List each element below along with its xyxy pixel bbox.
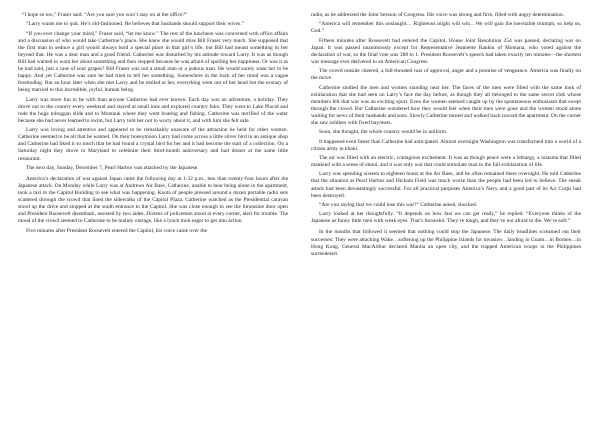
paragraph: Larry looked at her thoughtfully. “It depends on how fast we can get ready,” he replied. “Everyone thinks of the Japanese as funny little men with weak eyes. That’s horseshit. They’re tough, and they’re not afraid to die. We’re soft.” — [311, 211, 581, 225]
paragraph: Soon, she thought, the whole country would be in uniform. — [319, 129, 448, 136]
paragraph: Larry was loving and attentive and appeared to be remarkably unaware of the attraction he held for other women. Catherine seemed to be all that he wanted. On their honeymoon Larry had come across a little silver bird in an antique shop and Catherine had liked it so much that he had found a crystal bird for her and it had become the start of a collection. On a Saturday night they drove to Maryland to celebrate their third-month anniversary and had dinner at the same little restaurant. — [18, 127, 288, 162]
left-text-column — [18, 12, 288, 237]
paragraph: In the months that followed it seemed that nothing could stop the Japanese. The daily headlines screamed out their successes: They were attacking Wake…softening up the Philippine Islands for invasion…landing in Guam…in Borneo…in Hong Kong. General MacArthur declared Manila an open city, and the trapped American troops in the Philippines surrendered. — [311, 229, 581, 257]
paragraph: Fifteen minutes after Roosevelt had entered the Capitol, House Joint Resolution 254 was passed, declaring war on Japan. It was passed unanimously except for Representative Jeannette Rankin of Montana, who voted against the declaration of war, so the final vote was 388 to 1. President Roosevelt’s speech had taken exactly ten minutes—the shortest war message ever delivered to an American Congress. — [311, 37, 581, 65]
paragraph: “Are you saying that we could lose this war?” Catherine asked, shocked. — [319, 201, 478, 208]
paragraph: The crowd outside cheered, a full-throated roar of approval, anger and a promise of vengeance. America was finally on the move. — [311, 68, 581, 82]
paragraph: Five minutes after President Roosevelt entered the Capitol, his voice came over the — [26, 227, 208, 234]
paragraph: It happened even faster than Catherine had anticipated. Almost overnight Washington was transformed into a world of a citizen army in khaki. — [311, 138, 581, 152]
right-text-column — [311, 12, 581, 260]
paragraph: radio, as he addressed the Joint Session of Congress. His voice was strong and firm, filled with angry determination. — [311, 12, 565, 18]
paragraph: Larry was more fun to be with than anyone Catherine had ever known. Each day was an adventure, a holiday. They drove out to the country every weekend and stayed at small inns and explored country fairs. They went to Lake Placid and rode the huge toboggan slide and to Montauk where they went boating and fishing. Catherine was terrified of the water because she had never learned to swim, but Larry told her not to worry about it, and with him she felt safe. — [18, 96, 288, 124]
paragraph: The air was filled with an electric, contagious excitement. It was as though peace were a lethargy, a miasma that filled mankind with a sense of ennui, and it was only war that could stimulate man to the full exhilaration of life. — [311, 155, 581, 169]
paragraph: “Larry wants me to quit. He’s old-fashioned. He believes that husbands should support their wives.” — [26, 21, 244, 28]
paragraph: Catherine studied the men and women standing near her. The faces of the men were filled with the same look of exhilaration that she had seen on Larry’s face the day before, as though they all belonged to the same secret club whose members felt that war was an exciting sport. Even the women seemed caught up by the spontaneous enthusiasm that swept through the crowd. But Catherine wondered how they would feel when their men were gone and the women stood alone waiting for news of their husbands and sons. Slowly Catherine turned and walked back toward the apartment. On the corner she saw soldiers with fixed bayonets. — [311, 84, 581, 127]
paragraph: America’s declaration of war against Japan came the following day at 1:32 p.m., less than twenty-four hours after the Japanese attack. On Monday while Larry was at Andrews Air Base, Catherine, unable to bear being alone in the apartment, took a taxi to the Capitol Building to see what was happening. Knots of people pressed around a dozen portable radio sets scattered through the crowd that lined the sidewalks of the Capitol Plaza. Catherine watched as the Presidential caravan stood up the drive and stopped at the south entrance to the Capitol. She was close enough to see the limousine door open and President Roosevelt disembark, assisted by two aides. Dozens of policemen stood at every corner, alert for trouble. The mood of the crowd seemed to Catherine to be mainly outrage, like a lynch mob eager to get into action. — [18, 175, 288, 225]
paragraph: “America will remember this onslaught… Righteous might will win…We will gain the inevitable triumph, so help us, God.” — [311, 21, 581, 35]
paragraph: The next day, Sunday, December 7, Pearl Harbor was attacked by the Japanese. — [26, 164, 199, 171]
paragraph: “I hope so too,” Fraser said. “Are you sure you won’t stay on at the office?” — [22, 12, 188, 18]
paragraph: Larry was spending sixteen to eighteen hours at the Air Base, and he often remained there overnight. He told Catherine that the situation at Pearl Harbor and Hickam Field was much worse than the people had been led to believe. The sneak attack had been devastatingly successful. For all practical purposes America’s Navy and a good part of its Air Corps had been destroyed. — [311, 171, 581, 199]
paragraph: “If you ever change your mind,” Fraser said, “let me know.” The rest of the luncheon was concerned with office affairs and a discussion of who would take Catherine’s place. She knew she would miss Bill Fraser very much. She supposed that the first man to seduce a girl would always hold a special place in that girl’s life, but Bill had meant something to her beyond that. He was a dear man and a good friend. Catherine was disturbed by his attitude toward Larry. It was as though Bill had wanted to warn her about something and then stopped because he was afraid of spoiling her happiness. Or was it as he had said, just a case of sour grapes? Bill Fraser was not a small man or a jealous man. He would surely want her to be happy. And yet Catherine was sure he had tried to tell her something. Somewhere in the back of her mind was a vague foreboding. But an hour later when she met Larry and he smiled at her, everything went out of her head but the ecstasy of being married to this incredible, joyful, human being. — [18, 30, 288, 94]
